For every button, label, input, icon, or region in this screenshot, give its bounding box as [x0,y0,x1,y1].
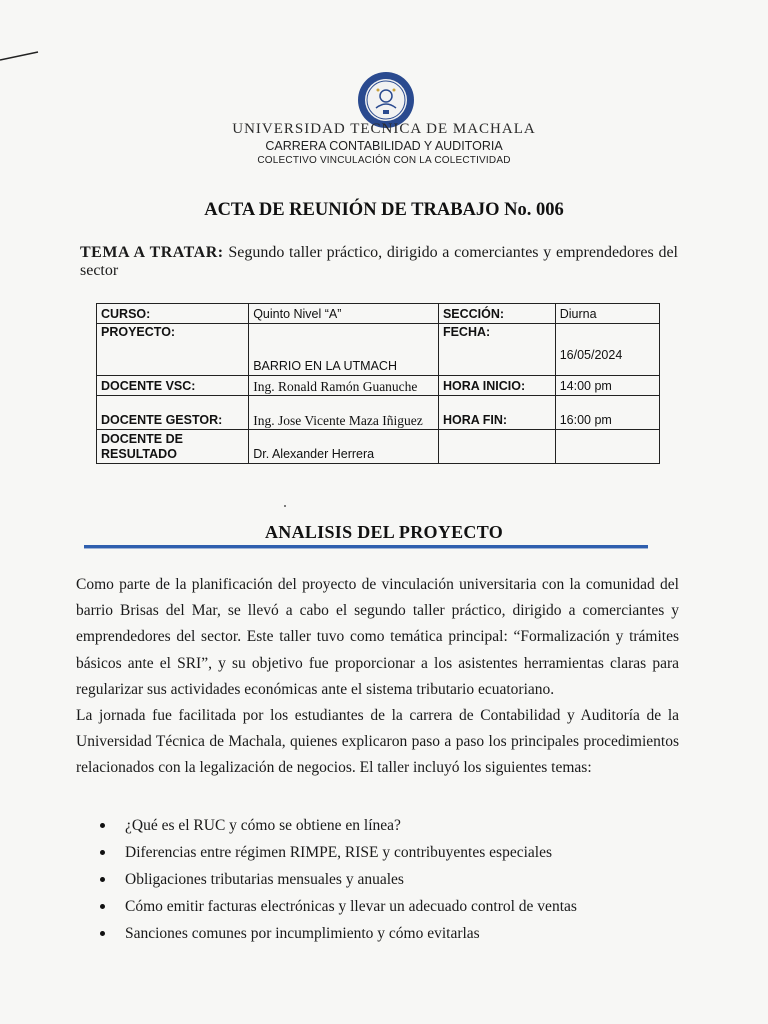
bullet-icon [100,904,105,909]
career-name: CARRERA CONTABILIDAD Y AUDITORIA [265,139,503,153]
list-item [100,920,577,947]
university-name: UNIVERSIDAD TECNICA DE MACHALA [232,121,536,137]
list-item [100,812,577,839]
analysis-title: ANALISIS DEL PROYECTO [264,522,504,542]
topic-text: Obligaciones tributarias mensuales y anuales [125,871,404,888]
acta-title: ACTA DE REUNIÓN DE TRABAJO No. 006 [204,200,564,220]
docente-vsc-value: Ing. Ronald Ramón Guanuche [249,376,439,396]
speck [284,505,286,507]
section-divider [84,545,648,549]
topic-text: Diferencias entre régimen RIMPE, RISE y contribuyentes especiales [125,844,552,861]
bullet-icon [100,850,105,855]
topics-list [100,812,577,947]
empty-cell [438,430,555,464]
seccion-label: SECCIÓN: [438,304,555,324]
list-item [100,839,577,866]
hora-fin-label: HORA FIN: [438,396,555,430]
analysis-body [76,572,679,782]
tema-text: Segundo taller práctico, dirigido a comerciantes y emprendedores del sector [80,244,678,279]
list-item [100,866,577,893]
docente-resultado-value: Dr. Alexander Herrera [249,430,439,464]
docente-gestor-label: DOCENTE GESTOR: [97,396,249,430]
hora-inicio-label: HORA INICIO: [438,376,555,396]
fecha-label: FECHA: [438,324,555,376]
curso-value: Quinto Nivel “A” [249,304,439,324]
table-row [97,430,660,464]
analysis-paragraph-2: La jornada fue facilitada por los estudiantes de la carrera de Contabilidad y Auditoría de la Universidad Técnica de Machala, quienes explicaron paso a paso los principales procedimientos relacionados con la legalización de negocios. El taller incluyó los siguientes temas: [76,707,679,777]
analysis-paragraph-1: Como parte de la planificación del proyecto de vinculación universitaria con la comunidad del barrio Brisas del Mar, se llevó a cabo el segundo taller práctico, dirigido a comerciantes y emprendedores del sector. Este taller tuvo como temática principal: “Formalización y trámites básicos ante el SRI”, y su objetivo fue proporcionar a los asistentes herramientas claras para regularizar sus actividades económicas ante el sistema tributario ecuatoriano. [76,576,679,698]
table-row [97,324,660,376]
topic-text: Cómo emitir facturas electrónicas y llevar un adecuado control de ventas [125,898,577,915]
bullet-icon [100,823,105,828]
hora-fin-value: 16:00 pm [555,396,659,430]
topic-text: ¿Qué es el RUC y cómo se obtiene en línea? [125,817,401,834]
tema-label: TEMA A TRATAR: [80,244,224,261]
empty-cell [555,430,659,464]
proyecto-label: PROYECTO: [97,324,249,376]
info-table [96,303,660,464]
fecha-value: 16/05/2024 [555,324,659,376]
table-row [97,376,660,396]
institution-header [0,121,768,167]
bullet-icon [100,931,105,936]
docente-gestor-value: Ing. Jose Vicente Maza Iñiguez [249,396,439,430]
topic-text: Sanciones comunes por incumplimiento y cómo evitarlas [125,925,480,942]
pen-stroke-mark [0,40,60,70]
table-row [97,304,660,324]
seccion-value: Diurna [555,304,659,324]
table-row [97,396,660,430]
proyecto-value: BARRIO EN LA UTMACH [249,324,439,376]
docente-vsc-label: DOCENTE VSC: [97,376,249,396]
docente-resultado-label: DOCENTE DE RESULTADO [97,430,249,464]
list-item [100,893,577,920]
curso-label: CURSO: [97,304,249,324]
hora-inicio-value: 14:00 pm [555,376,659,396]
bullet-icon [100,877,105,882]
tema-section [80,244,678,280]
collective-name: COLECTIVO VINCULACIÓN CON LA COLECTIVIDAD [257,155,511,166]
